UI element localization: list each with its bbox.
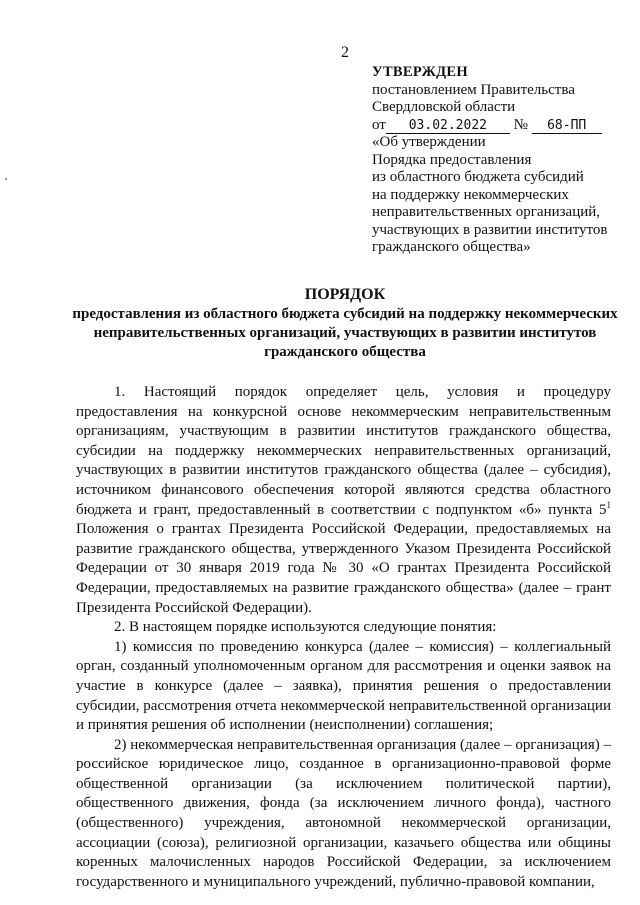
page-number: 2 <box>341 44 349 61</box>
document-body <box>76 383 611 892</box>
date-prefix: от <box>372 116 386 133</box>
approval-date: 03.02.2022 <box>386 118 510 134</box>
approval-number: 68-ПП <box>532 118 602 134</box>
approval-line: постановлением Правительства <box>372 81 575 98</box>
document-subtitle: предоставления из областного бюджета субсидий на поддержку некоммерческих неправительственных организаций, участвующих в развитии институтов гражданского общества <box>72 306 618 360</box>
document-title: ПОРЯДОК <box>304 286 386 303</box>
superscript: 1 <box>606 499 611 510</box>
paragraph-1-text: 1. Настоящий порядок определяет цель, условия и процедуру предоставления на конкурсной основе некоммерческим неправительственным организациям, участвующим в развитии институтов гражданского общества, субсидии на поддержку некоммерческих неправительственных организаций, участвующих в развитии институтов гражданского общества (далее – субсидия), источником финансового обеспечения которой являются средства областного бюджета и грант, предоставленный в соответствии с подпунктом «б» пункта 5 <box>76 384 611 518</box>
reference-line: «Об утверждении <box>372 134 486 150</box>
reference-line: неправительственных организаций, <box>372 204 601 220</box>
number-prefix: № <box>513 116 528 133</box>
reference-line: участвующих в развитии институтов <box>372 221 608 238</box>
paragraph-4: 2) некоммерческая неправительственная организация (далее – организация) – российское юридическое лицо, созданное в организационно-правовой форме общественной организации (за исключением политической партии), общественного движения, фонда (за исключением личного фонда), частного (общественного) учреждения, автономной некоммерческой организации, ассоциации (союза), религиозной организации, казачьего общества или общины коренных малочисленных народов Российской Федерации, за исключением государственного и муниципального учреждений, публично-правовой компании, <box>76 736 611 890</box>
reference-line: на поддержку некоммерческих <box>372 186 569 203</box>
paragraph-3: 1) комиссия по проведению конкурса (далее – комиссия) – коллегиальный орган, созданный уполномоченным органом для рассмотрения и оценки заявок на участие в конкурсе (далее – заявка), принятия решения о предоставлении субсидии, рассмотрения отчета некоммерческой неправительственной организации и принятия решения об исполнении (неисполнении) соглашения; <box>76 638 611 734</box>
reference-line: Порядка предоставления <box>372 151 532 168</box>
reference-line: гражданского общества» <box>372 239 531 255</box>
approval-line: Свердловской области <box>372 99 516 115</box>
approval-date-line <box>372 117 634 135</box>
reference-line: из областного бюджета субсидий <box>372 169 584 185</box>
paragraph-1-text-cont: Положения о грантах Президента Российской Федерации, предоставляемых на развитие гражданского общества, утвержденного Указом Президента Российской Федерации от 30 января 2019 года № 30 «О грантах Президента Российской Федерации, предоставляемых на развитие гражданского общества» (далее – грант Президента Российской Федерации). <box>76 521 611 616</box>
approval-block <box>372 64 634 257</box>
scan-mark <box>5 178 7 180</box>
approval-heading: УТВЕРЖДЕН <box>372 64 468 80</box>
paragraph-1 <box>76 383 611 618</box>
paragraph-2: 2. В настоящем порядке используются следующие понятия: <box>114 619 497 636</box>
